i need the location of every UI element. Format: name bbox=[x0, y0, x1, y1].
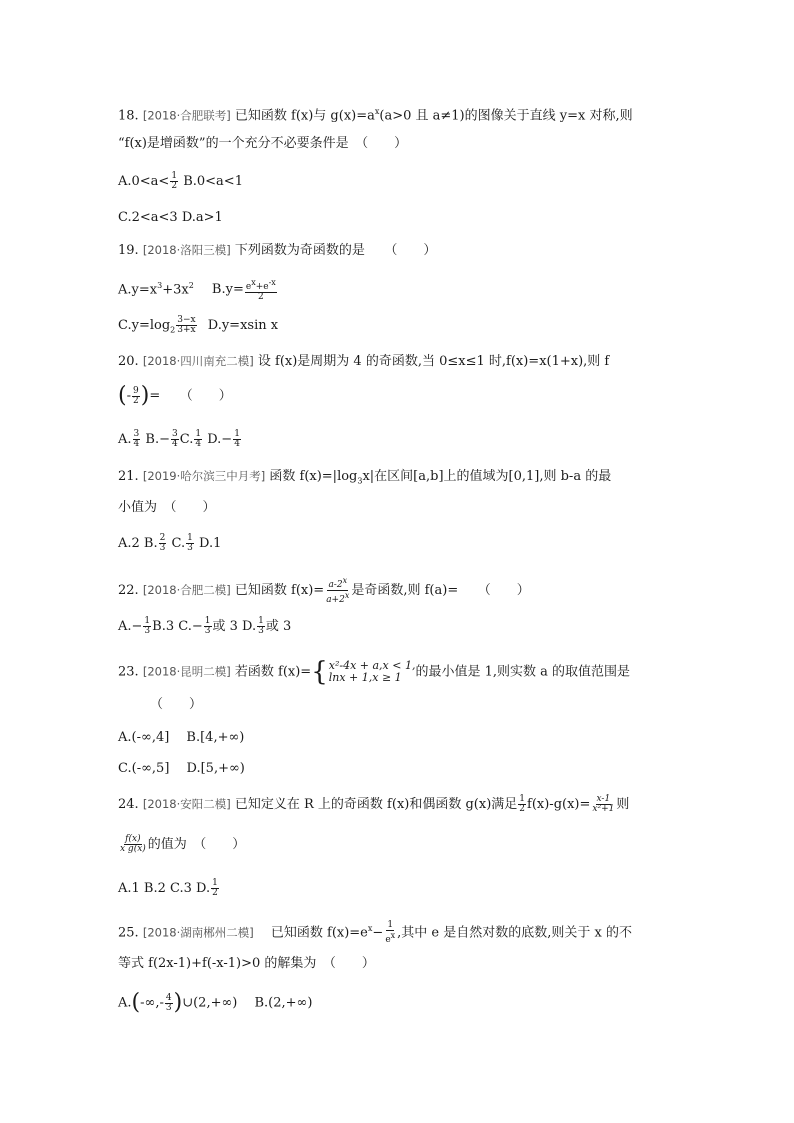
q24-number: 24. bbox=[118, 797, 139, 812]
frac-den: 3 bbox=[165, 1002, 172, 1013]
frac bbox=[194, 430, 202, 449]
q22-option-a: A.− bbox=[118, 619, 143, 634]
frac-num: 1 bbox=[144, 616, 151, 626]
q20-line1 bbox=[118, 351, 609, 373]
frac-num: 1 bbox=[387, 919, 394, 930]
q23-number: 23. bbox=[118, 664, 139, 680]
sup: x bbox=[367, 924, 373, 933]
q23-options-cd bbox=[118, 759, 245, 781]
q20-source: [2018·四川南充二模] bbox=[142, 354, 254, 368]
text: e bbox=[245, 281, 252, 292]
q21-number: 21. bbox=[118, 469, 139, 484]
frac bbox=[159, 534, 167, 553]
q25-source: [2018·湖南郴州二模] bbox=[142, 925, 254, 940]
frac bbox=[233, 430, 241, 449]
frac-den: x g(x) bbox=[120, 844, 146, 854]
q24-options bbox=[118, 879, 220, 901]
frac-den: 3 bbox=[204, 626, 211, 636]
q18-option-b: B.0<a<1 bbox=[183, 174, 243, 189]
text: f(x)-g(x)= bbox=[527, 797, 591, 812]
text: 已知定义在 R 上的奇函数 f(x)和偶函数 g(x)满足 bbox=[234, 797, 518, 812]
q23-option-ab: A.(-∞,4] B.[4,+∞) bbox=[118, 730, 245, 745]
sup: 2 bbox=[188, 281, 194, 290]
q20-number: 20. bbox=[118, 354, 139, 369]
paren: ( bbox=[131, 990, 141, 1015]
q22-option-bc: B.3 C.− bbox=[152, 619, 203, 634]
frac-den: 4 bbox=[234, 439, 240, 449]
text: 是奇函数,则 f(a)= （ ） bbox=[351, 583, 530, 598]
text: ,其中 e 是自然对数的底数,则关于 x 的不 bbox=[397, 925, 632, 941]
q19-options-cd bbox=[118, 316, 278, 338]
frac bbox=[186, 534, 194, 553]
q20-option-b: B.− bbox=[145, 432, 170, 447]
frac-den: 2 bbox=[212, 888, 218, 898]
frac-den: 4 bbox=[171, 439, 178, 449]
frac-num: 2 bbox=[159, 533, 166, 543]
case: lnx + 1,x ≥ 1 bbox=[328, 671, 402, 684]
minus: − bbox=[372, 925, 384, 941]
q18-options-cd bbox=[118, 208, 223, 230]
frac-num: 1 bbox=[519, 794, 526, 804]
text: 若函数 f(x)= bbox=[234, 664, 312, 680]
minus: - bbox=[126, 388, 131, 404]
text: 的值为 （ ） bbox=[147, 837, 246, 852]
sub: 2 bbox=[170, 325, 176, 335]
text: = （ ） bbox=[149, 388, 232, 404]
frac bbox=[143, 617, 151, 636]
frac-den: 3 bbox=[144, 626, 151, 636]
text: a+2 bbox=[326, 595, 345, 605]
text: a-2 bbox=[328, 580, 343, 590]
cases bbox=[329, 660, 416, 684]
text: 等式 f(2x-1)+f(-x-1)>0 的解集为 （ ） bbox=[118, 956, 375, 971]
q18-number: 18. bbox=[118, 108, 139, 124]
text: 小值为 （ ） bbox=[118, 500, 216, 515]
q21-option-d: D.1 bbox=[198, 536, 222, 551]
frac-num: 9 bbox=[133, 385, 139, 396]
frac-den: 2 bbox=[133, 395, 139, 406]
q20-text: 设 f(x)是周期为 4 的奇函数,当 0≤x≤1 时,f(x)=x(1+x),则 f bbox=[257, 354, 610, 369]
text: x|在区间[a,b]上的值域为[0,1],则 b-a 的最 bbox=[362, 469, 612, 484]
q18-text-a: 已知函数 f(x)与 g(x)=a bbox=[234, 108, 375, 124]
q25-options bbox=[118, 990, 313, 1015]
frac-den: 3+x bbox=[177, 325, 196, 335]
q21-line1 bbox=[118, 466, 611, 488]
paren: ( bbox=[118, 383, 127, 408]
frac-num: 1 bbox=[234, 429, 240, 439]
q20-option-c: C. bbox=[179, 432, 194, 447]
text: （ ） bbox=[150, 697, 203, 712]
brace: { bbox=[311, 657, 328, 687]
frac-num: 3 bbox=[133, 429, 140, 439]
q18-text-b: (a>0 且 a≠1)的图像关于直线 y=x 对称,则 bbox=[379, 108, 633, 124]
q21-option-c: C. bbox=[171, 536, 186, 551]
q20-option-d: D.− bbox=[207, 432, 233, 447]
q23-options-ab bbox=[118, 728, 244, 750]
sub: 3 bbox=[357, 476, 363, 486]
q18-option-a: A.0<a< bbox=[118, 174, 170, 189]
text: 或 3 D. bbox=[212, 619, 257, 634]
frac bbox=[591, 795, 615, 814]
text: 或 3 bbox=[265, 619, 292, 634]
frac-num: 1 bbox=[204, 616, 211, 626]
q19-number: 19. bbox=[118, 243, 139, 258]
frac bbox=[257, 617, 265, 636]
case: x²-4x + a,x < 1, bbox=[328, 659, 416, 672]
q22-source: [2018·合肥二模] bbox=[142, 583, 231, 597]
frac-den: 3 bbox=[258, 626, 264, 636]
q18-option-cd: C.2<a<3 D.a>1 bbox=[118, 210, 223, 225]
paren: ) bbox=[173, 990, 183, 1015]
q23-line1 bbox=[118, 657, 631, 687]
text: 则 bbox=[616, 797, 630, 812]
frac-den: 2 bbox=[171, 181, 178, 191]
q24-frac bbox=[119, 835, 147, 854]
frac-num: 3 bbox=[171, 429, 178, 439]
frac-num: a-2$^x$ bbox=[328, 576, 348, 590]
q23-option-cd: C.(-∞,5] D.[5,+∞) bbox=[118, 761, 245, 776]
frac bbox=[211, 879, 219, 898]
text: 已知函数 f(x)= bbox=[234, 583, 325, 598]
frac-den: 4 bbox=[133, 439, 140, 449]
q25-line2 bbox=[118, 954, 375, 976]
q21-source: [2019·哈尔滨三中月考] bbox=[142, 469, 266, 483]
q19-text: 下列函数为奇函数的是 （ ） bbox=[234, 243, 437, 258]
q19-option-b: B.y= bbox=[211, 282, 244, 298]
q18-options-ab bbox=[118, 172, 243, 194]
q25-number: 25. bbox=[118, 925, 139, 941]
q19-option-c: C.y=log bbox=[118, 318, 171, 333]
frac-num: x-1 bbox=[596, 794, 611, 804]
q21-option-ab: A.2 B. bbox=[118, 536, 158, 551]
q19-line1 bbox=[118, 240, 436, 262]
q24-line1 bbox=[118, 794, 629, 816]
frac-den: 3 bbox=[187, 543, 193, 553]
text: 的最小值是 1,则实数 a 的取值范围是 bbox=[415, 664, 631, 680]
q19-source: [2018·洛阳三模] bbox=[142, 243, 231, 257]
frac-den: $e^x$ bbox=[385, 930, 396, 945]
frac bbox=[204, 617, 212, 636]
frac-num: 1 bbox=[171, 171, 178, 181]
q23-piecewise bbox=[311, 659, 415, 685]
frac-num: f(x) bbox=[125, 834, 141, 844]
q24-source: [2018·安阳二模] bbox=[142, 797, 231, 811]
q20-options bbox=[118, 430, 242, 452]
q22-frac bbox=[325, 576, 350, 605]
q18-line2 bbox=[118, 134, 407, 156]
q22-options bbox=[118, 617, 291, 639]
text: ∪(2,+∞) B.(2,+∞) bbox=[182, 995, 313, 1011]
q20-line2 bbox=[118, 383, 232, 408]
frac-den: x²+1 bbox=[592, 804, 615, 814]
q18-sup: x bbox=[374, 107, 380, 116]
q20-frac bbox=[132, 387, 140, 406]
q23-source: [2018·昆明二模] bbox=[142, 664, 231, 679]
frac-den: 2 bbox=[519, 804, 526, 814]
frac-den: 2 bbox=[257, 291, 264, 302]
frac-num: 1 bbox=[212, 878, 218, 888]
q18-frac bbox=[170, 172, 178, 191]
text: 函数 f(x)=|log bbox=[269, 469, 358, 484]
frac bbox=[165, 994, 173, 1013]
q22-line1 bbox=[118, 576, 530, 605]
frac-num: 3−x bbox=[177, 315, 196, 325]
q25-option-a: A. bbox=[118, 995, 132, 1011]
frac bbox=[518, 795, 526, 814]
text: e bbox=[385, 934, 391, 945]
paren: ) bbox=[140, 383, 150, 408]
sup: 3 bbox=[157, 281, 163, 290]
frac-den: 4 bbox=[195, 439, 202, 449]
frac bbox=[171, 430, 179, 449]
text: +3x bbox=[162, 282, 189, 298]
q19-b-frac bbox=[245, 278, 277, 302]
frac-num: 1 bbox=[187, 533, 193, 543]
q25-line1 bbox=[118, 919, 632, 945]
q19-option-d: D.y=xsin x bbox=[207, 318, 279, 333]
frac-num: 4 bbox=[165, 992, 172, 1003]
frac-num: 1 bbox=[195, 429, 202, 439]
text: -∞,- bbox=[140, 995, 164, 1011]
frac-den: $a+2^x$ bbox=[326, 591, 350, 605]
q19-option-a: A.y=x bbox=[118, 282, 158, 298]
q24-options-text: A.1 B.2 C.3 D. bbox=[118, 881, 211, 896]
text: 已知函数 f(x)=e bbox=[257, 925, 368, 941]
q24-line2 bbox=[118, 835, 245, 857]
q22-number: 22. bbox=[118, 583, 139, 598]
q23-line2 bbox=[150, 695, 202, 717]
q18-line1 bbox=[118, 102, 633, 124]
frac-num: 1 bbox=[258, 616, 264, 626]
frac bbox=[384, 921, 396, 945]
q19-c-frac bbox=[176, 316, 196, 335]
q21-line2 bbox=[118, 498, 216, 520]
q20-option-a: A. bbox=[118, 432, 132, 447]
frac bbox=[133, 430, 141, 449]
q18-text-c: “f(x)是增函数”的一个充分不必要条件是 （ ） bbox=[118, 136, 408, 151]
frac-den: 3 bbox=[159, 543, 166, 553]
q19-options-ab bbox=[118, 276, 278, 302]
q21-options bbox=[118, 534, 221, 556]
q18-source: [2018·合肥联考] bbox=[142, 108, 231, 123]
frac-num: $e^x+e^{-x}$ bbox=[245, 277, 276, 292]
